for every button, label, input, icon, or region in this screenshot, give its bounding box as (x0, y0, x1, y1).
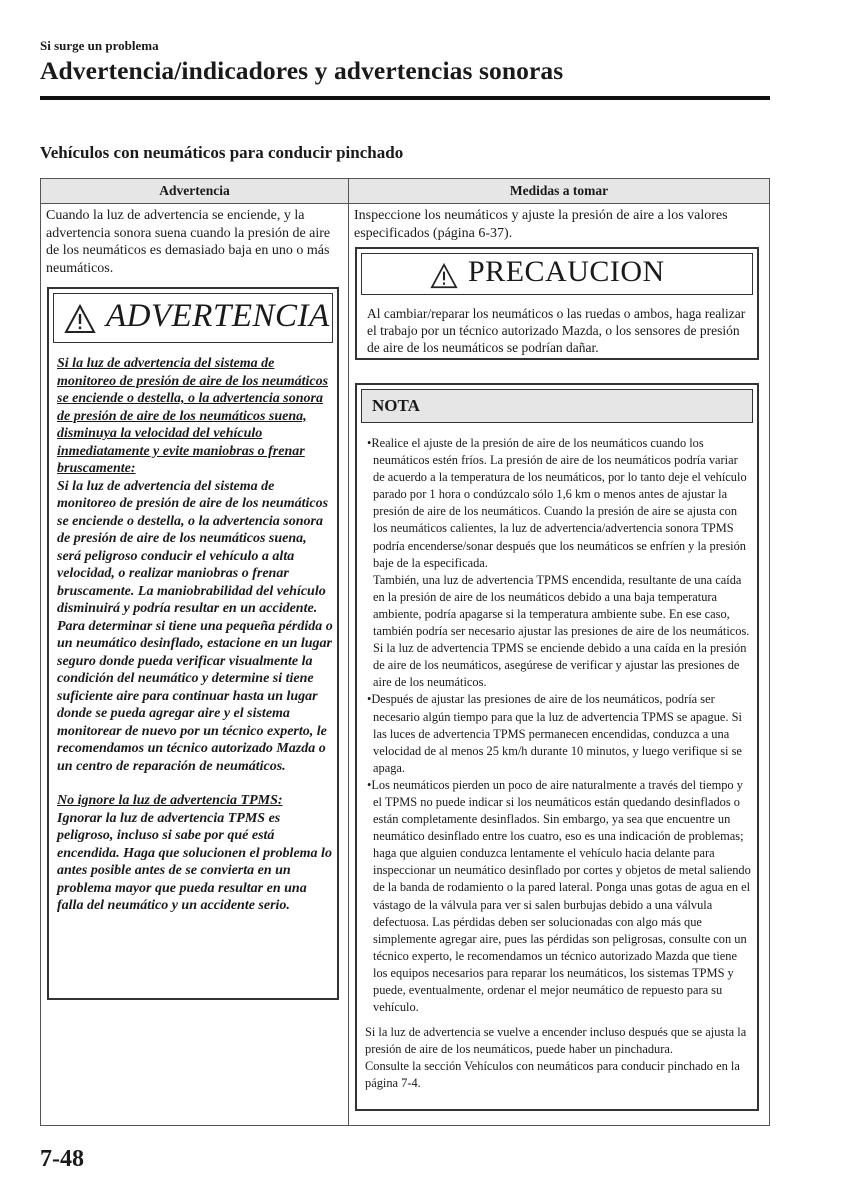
section-label: Si surge un problema (40, 38, 159, 53)
column-divider (348, 179, 349, 1125)
page-number: 7-48 (40, 1146, 84, 1172)
note-header (361, 389, 753, 423)
warning-triangle-icon (64, 304, 96, 334)
header-divider (40, 96, 770, 100)
caution-header (361, 253, 753, 295)
warning-description: Cuando la luz de advertencia se enciende, y la advertencia sonora suena cuando la presión de aire de los neumáticos es demasiado baja en uno o más neumáticos. (46, 208, 331, 276)
warning-paragraph-3-heading: No ignore la luz de advertencia TPMS: (57, 793, 283, 808)
warning-header (53, 293, 333, 343)
warning-paragraph-2: Para determinar si tiene una pequeña pérdida o un neumático desinflado, estacione en un lugar seguro donde pueda verificar visualmente la condición del neumático y determine si tiene suficiente aire para continuar hasta un lugar donde se pueda agregar aire y el sistema monitorear de nuevo por un técnico experto, le recomendamos un técnico autorizado Mazda o un centro de reparación de neumáticos. (57, 618, 333, 774)
warning-paragraph-3: Ignorar la luz de advertencia TPMS es peligroso, incluso si sabe por qué está encendida. Haga que solucionen el problema lo antes posible antes de se convierta en un problema mayor que pueda resultar en una falla del neumático y un accidente serio. (57, 810, 332, 913)
action-description: Inspeccione los neumáticos y ajuste la presión de aire a los valores especificados (página 6-37). (354, 208, 728, 241)
warning-box (47, 287, 339, 1000)
info-table (40, 178, 770, 1126)
warning-paragraph-1: Si la luz de advertencia del sistema de monitoreo de presión de aire de los neumáticos se enciende o destella, o la advertencia sonora de presión de aire de los neumáticos suena, será peligroso conducir el vehículo a alta velocidad, o realizar maniobras o frenar bruscamente. La maniobrabilidad del vehículo disminuirá y podría resultar en un accidente. (57, 478, 329, 616)
note-bullet-1: •Realice el ajuste de la presión de aire de los neumáticos cuando los neumáticos estén fríos. La presión de aire de los neumáticos podría variar de acuerdo a la temperatura de los neumáticos, por lo tanto deje el vehículo parado por 1 hora o condúzcalo sólo 1,6 km o menos antes de ajustar la presión de aire de los neumáticos. Cuando la presión de aire se ajusta con los neumáticos calientes, la luz de advertencia/advertencia sonora TPMS podría encenderse/sonar después que los neumáticos se enfríen y la presión baje de la especificada. (367, 436, 747, 570)
warning-label: ADVERTENCIA (106, 298, 330, 334)
note-footer-1: Si la luz de advertencia se vuelve a encender incluso después que se ajusta la presión de aire de los neumáticos, puede haber un pinchadura. (365, 1025, 747, 1057)
caution-label: PRECAUCION (468, 255, 665, 288)
note-footer-2: Consulte la sección Vehículos con neumáticos para conducir pinchado en la página 7-4. (365, 1059, 740, 1091)
section-title: Vehículos con neumáticos para conducir pinchado (40, 143, 404, 162)
column-header-advertencia: Advertencia (159, 183, 230, 198)
note-bullet-2: •Después de ajustar las presiones de aire de los neumáticos, podría ser necesario algún tiempo para que la luz de advertencia TPMS se apague. Si las luces de advertencia TPMS permanecen encendidas, conduzca a una velocidad de al menos 25 km/h durante 10 minutos, y luego verifique si se apaga. (367, 692, 742, 775)
note-body (365, 435, 751, 1093)
note-bullet-3: •Los neumáticos pierden un poco de aire naturalmente a través del tiempo y el TPMS no puede indicar si los neumáticos están quedando desinflados o están completamente desinflados. Sin embargo, ya sea que encuentre un neumático desinflado entre los cuatro, eso es una indicación de problemas; haga que alguien conduzca lentamente el vehículo hacia delante para inspeccionar un neumático desinflado por cortes y objetos de metal saliendo de la banda de rodamiento o la pared lateral. Ponga unas gotas de agua en el vástago de la válvula para ver si salen burbujas debido a una válvula defectuosa. Las pérdidas deben ser solucionadas con algo más que simplemente agregar aire, pues las pérdidas son peligrosas, consulte con un técnico experto, le recomendamos un técnico autorizado Mazda que tiene los equipos necesarios para reparar los neumáticos, los sistemas TPMS y puede, eventualmente, ordenar el mejor neumático de repuesto para su vehículo. (367, 777, 751, 1015)
caution-box (355, 247, 759, 360)
note-bullet-1-continued: También, una luz de advertencia TPMS encendida, resultante de una caída en la presión de aire de los neumáticos debido a una baja temperatura ambiente, podría apagarse si la temperatura ambiente sube. En ese caso, también podría ser necesario ajustar las presiones de aire de los neumáticos. Si la luz de advertencia TPMS se enciende debido a una caída en la presión de aire de los neumáticos, asegúrese de verificar y ajustar las presiones de aire de los neumáticos. (373, 572, 750, 690)
caution-triangle-icon (430, 263, 458, 289)
warning-paragraph-1-heading: Si la luz de advertencia del sistema de monitoreo de presión de aire de los neumáticos se enciende o destella, o la advertencia sonora de presión de aire de los neumáticos suena, disminuya la velocidad del vehículo inmediatamente y evite maniobras o frenar bruscamente: (57, 356, 329, 476)
note-label: NOTA (372, 396, 420, 415)
note-box (355, 383, 759, 1111)
caution-text: Al cambiar/reparar los neumáticos o las ruedas o ambos, haga realizar el trabajo por un técnico autorizado Mazda, o los sensores de presión de aire de los neumáticos se podrían dañar. (367, 306, 746, 355)
table-header-row (41, 179, 769, 204)
column-header-medidas: Medidas a tomar (509, 183, 609, 198)
page-title: Advertencia/indicadores y advertencias sonoras (40, 56, 564, 85)
warning-body (57, 355, 333, 915)
